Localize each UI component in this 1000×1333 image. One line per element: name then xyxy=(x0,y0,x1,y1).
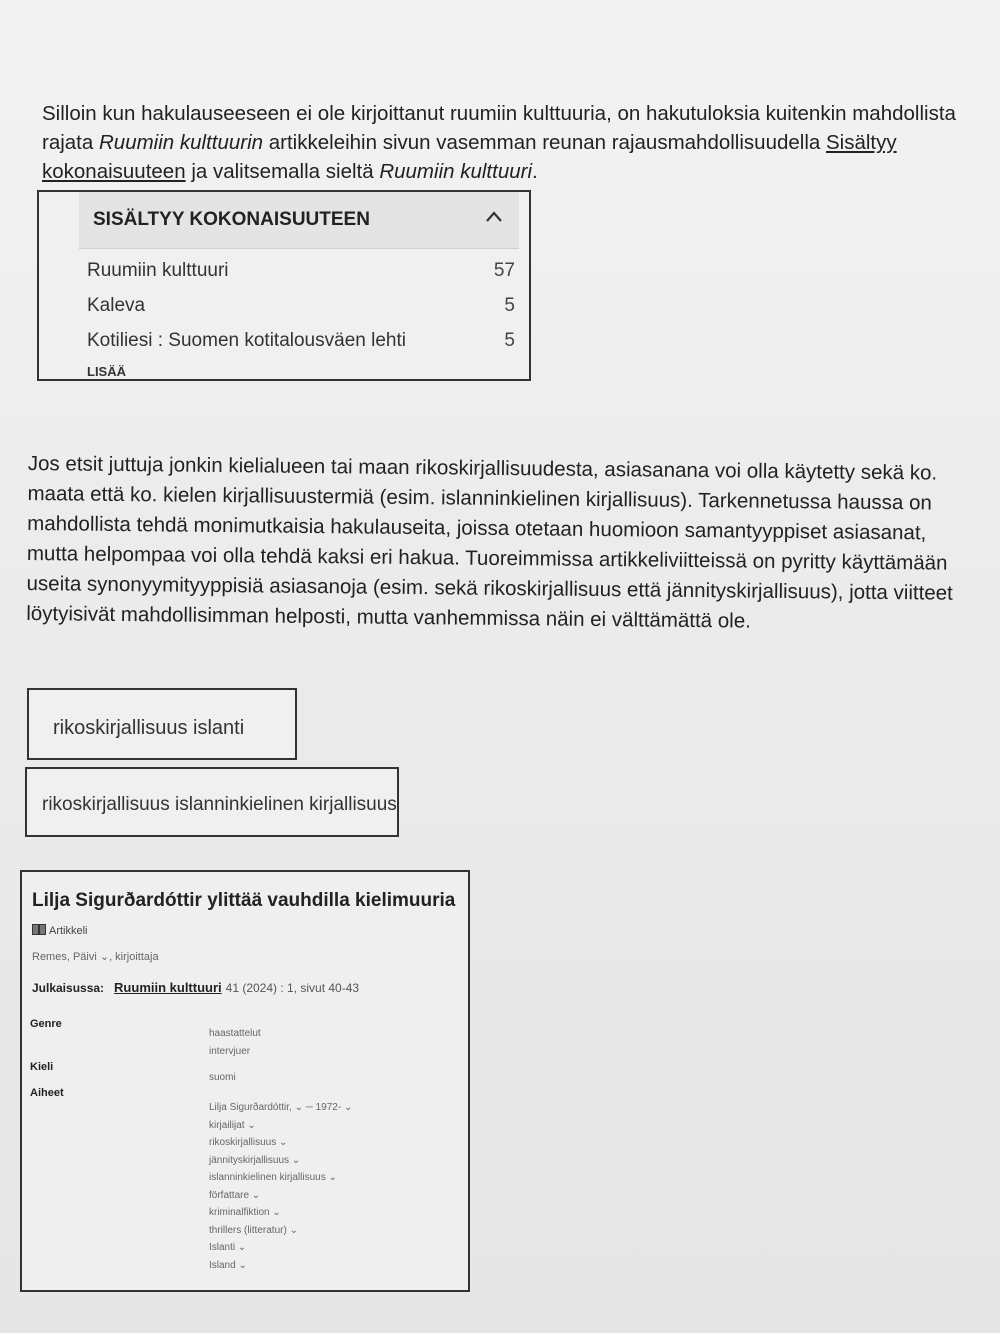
chevron-up-icon[interactable] xyxy=(483,206,505,228)
facet-more-link[interactable]: LISÄÄ xyxy=(87,364,126,379)
facet-item-ruumiin-kulttuuri[interactable] xyxy=(87,260,515,282)
facet-header[interactable] xyxy=(79,192,519,249)
intro-paragraph xyxy=(42,99,962,186)
facet-item-label: Kotiliesi : Suomen kotitalousväen lehti xyxy=(87,330,406,351)
record-type xyxy=(32,924,88,937)
book-icon xyxy=(32,924,46,935)
record-title[interactable]: Lilja Sigurðardóttir ylittää vauhdilla kielimuuria xyxy=(32,890,456,911)
language-label: Kieli xyxy=(30,1061,54,1073)
intro-italic-journal-2: Ruumiin kulttuuri xyxy=(379,160,532,183)
subject-link[interactable]: thrillers (litteratur) ⌄ xyxy=(209,1224,298,1236)
search-example-text: rikoskirjallisuus islanninkielinen kirjallisuus xyxy=(42,794,397,815)
search-example-2[interactable] xyxy=(25,767,399,837)
intro-italic-journal: Ruumiin kulttuurin xyxy=(98,131,264,154)
facet-item-label: Kaleva xyxy=(87,295,146,316)
subject-link[interactable]: rikoskirjallisuus ⌄ xyxy=(209,1137,288,1148)
facet-title: SISÄLTYY KOKONAISUUTEEN xyxy=(93,209,370,230)
publication-label: Julkaisussa: xyxy=(32,981,105,995)
genre-label: Genre xyxy=(30,1018,62,1030)
facet-item-label: Ruumiin kulttuuri xyxy=(87,260,229,281)
facet-item-kaleva[interactable] xyxy=(87,295,515,317)
subject-link[interactable]: kriminalfiktion ⌄ xyxy=(209,1207,281,1218)
record-card xyxy=(20,870,470,1292)
subject-link[interactable]: islanninkielinen kirjallisuus ⌄ xyxy=(209,1172,337,1183)
facet-item-kotiliesi[interactable] xyxy=(87,330,515,352)
intro-text-4: . xyxy=(532,160,538,183)
subject-link[interactable]: kirjailijat ⌄ xyxy=(209,1119,256,1131)
publication-details: 41 (2024) : 1, sivut 40-43 xyxy=(225,981,360,995)
facet-item-count: 5 xyxy=(504,295,515,316)
facet-item-count: 5 xyxy=(504,330,515,351)
journal-link[interactable]: Ruumiin kulttuuri xyxy=(114,980,222,995)
genre-value[interactable]: haastattelut xyxy=(209,1028,261,1039)
record-publication xyxy=(32,980,359,995)
facet-panel xyxy=(37,190,531,381)
search-example-1[interactable] xyxy=(27,688,297,760)
subject-link[interactable]: Islanti ⌄ xyxy=(209,1242,247,1253)
intro-text-1: Silloin kun hakulauseeseen ei ole kirjoittanut ruumiin kulttuuria, on hakutuloksia kuitenkin mahdollista rajata xyxy=(42,102,956,154)
subject-link[interactable]: Lilja Sigurðardóttir, ⌄ ─ 1972- ⌄ xyxy=(209,1102,353,1113)
record-author[interactable]: Remes, Päivi ⌄, kirjoittaja xyxy=(32,951,159,963)
genre-values xyxy=(209,1025,261,1060)
facet-item-count: 57 xyxy=(493,260,515,281)
intro-text-3: ja valitsemalla sieltä xyxy=(185,160,380,183)
subject-link[interactable]: författare ⌄ xyxy=(209,1189,261,1201)
body-paragraph: Jos etsit juttuja jonkin kielialueen tai maan rikoskirjallisuudesta, asiasanana voi olla käytetty sekä ko. maata että ko. kielen kirjallisuustermiä (esim. islanninkielinen kirjallisuus). Tarkennetussa haussa on mahdollista tehdä monimutkaisia hakulauseita, joissa otetaan huomioon samantyyppiset asiasanat, mutta helpompaa voi olla tehdä kaksi eri hakua. Tuoreimmissa artikkeliviitteissä on pyritty käyttämään useita synonyymityyppisiä asiasanoja (esim. sekä rikoskirjallisuus että jännityskirjallisuus), jotta viitteet löytyisivät mahdollisimman helposti, mutta vanhemmissa näin ei välttämättä ole. xyxy=(26,451,953,633)
intro-text-2: artikkeleihin sivun vasemman reunan rajausmahdollisuudella xyxy=(263,131,826,154)
subjects-values xyxy=(209,1099,352,1274)
subjects-label: Aiheet xyxy=(30,1087,64,1099)
facet-link[interactable]: Sisältyy kokonaisuuteen xyxy=(42,131,897,183)
subject-link[interactable]: Island ⌄ xyxy=(209,1259,247,1271)
genre-value[interactable]: intervjuer xyxy=(209,1045,251,1057)
subject-link[interactable]: jännityskirjallisuus ⌄ xyxy=(209,1154,301,1166)
search-example-text: rikoskirjallisuus islanti xyxy=(53,717,245,739)
language-value: suomi xyxy=(209,1072,236,1083)
record-type-label: Artikkeli xyxy=(49,925,88,937)
